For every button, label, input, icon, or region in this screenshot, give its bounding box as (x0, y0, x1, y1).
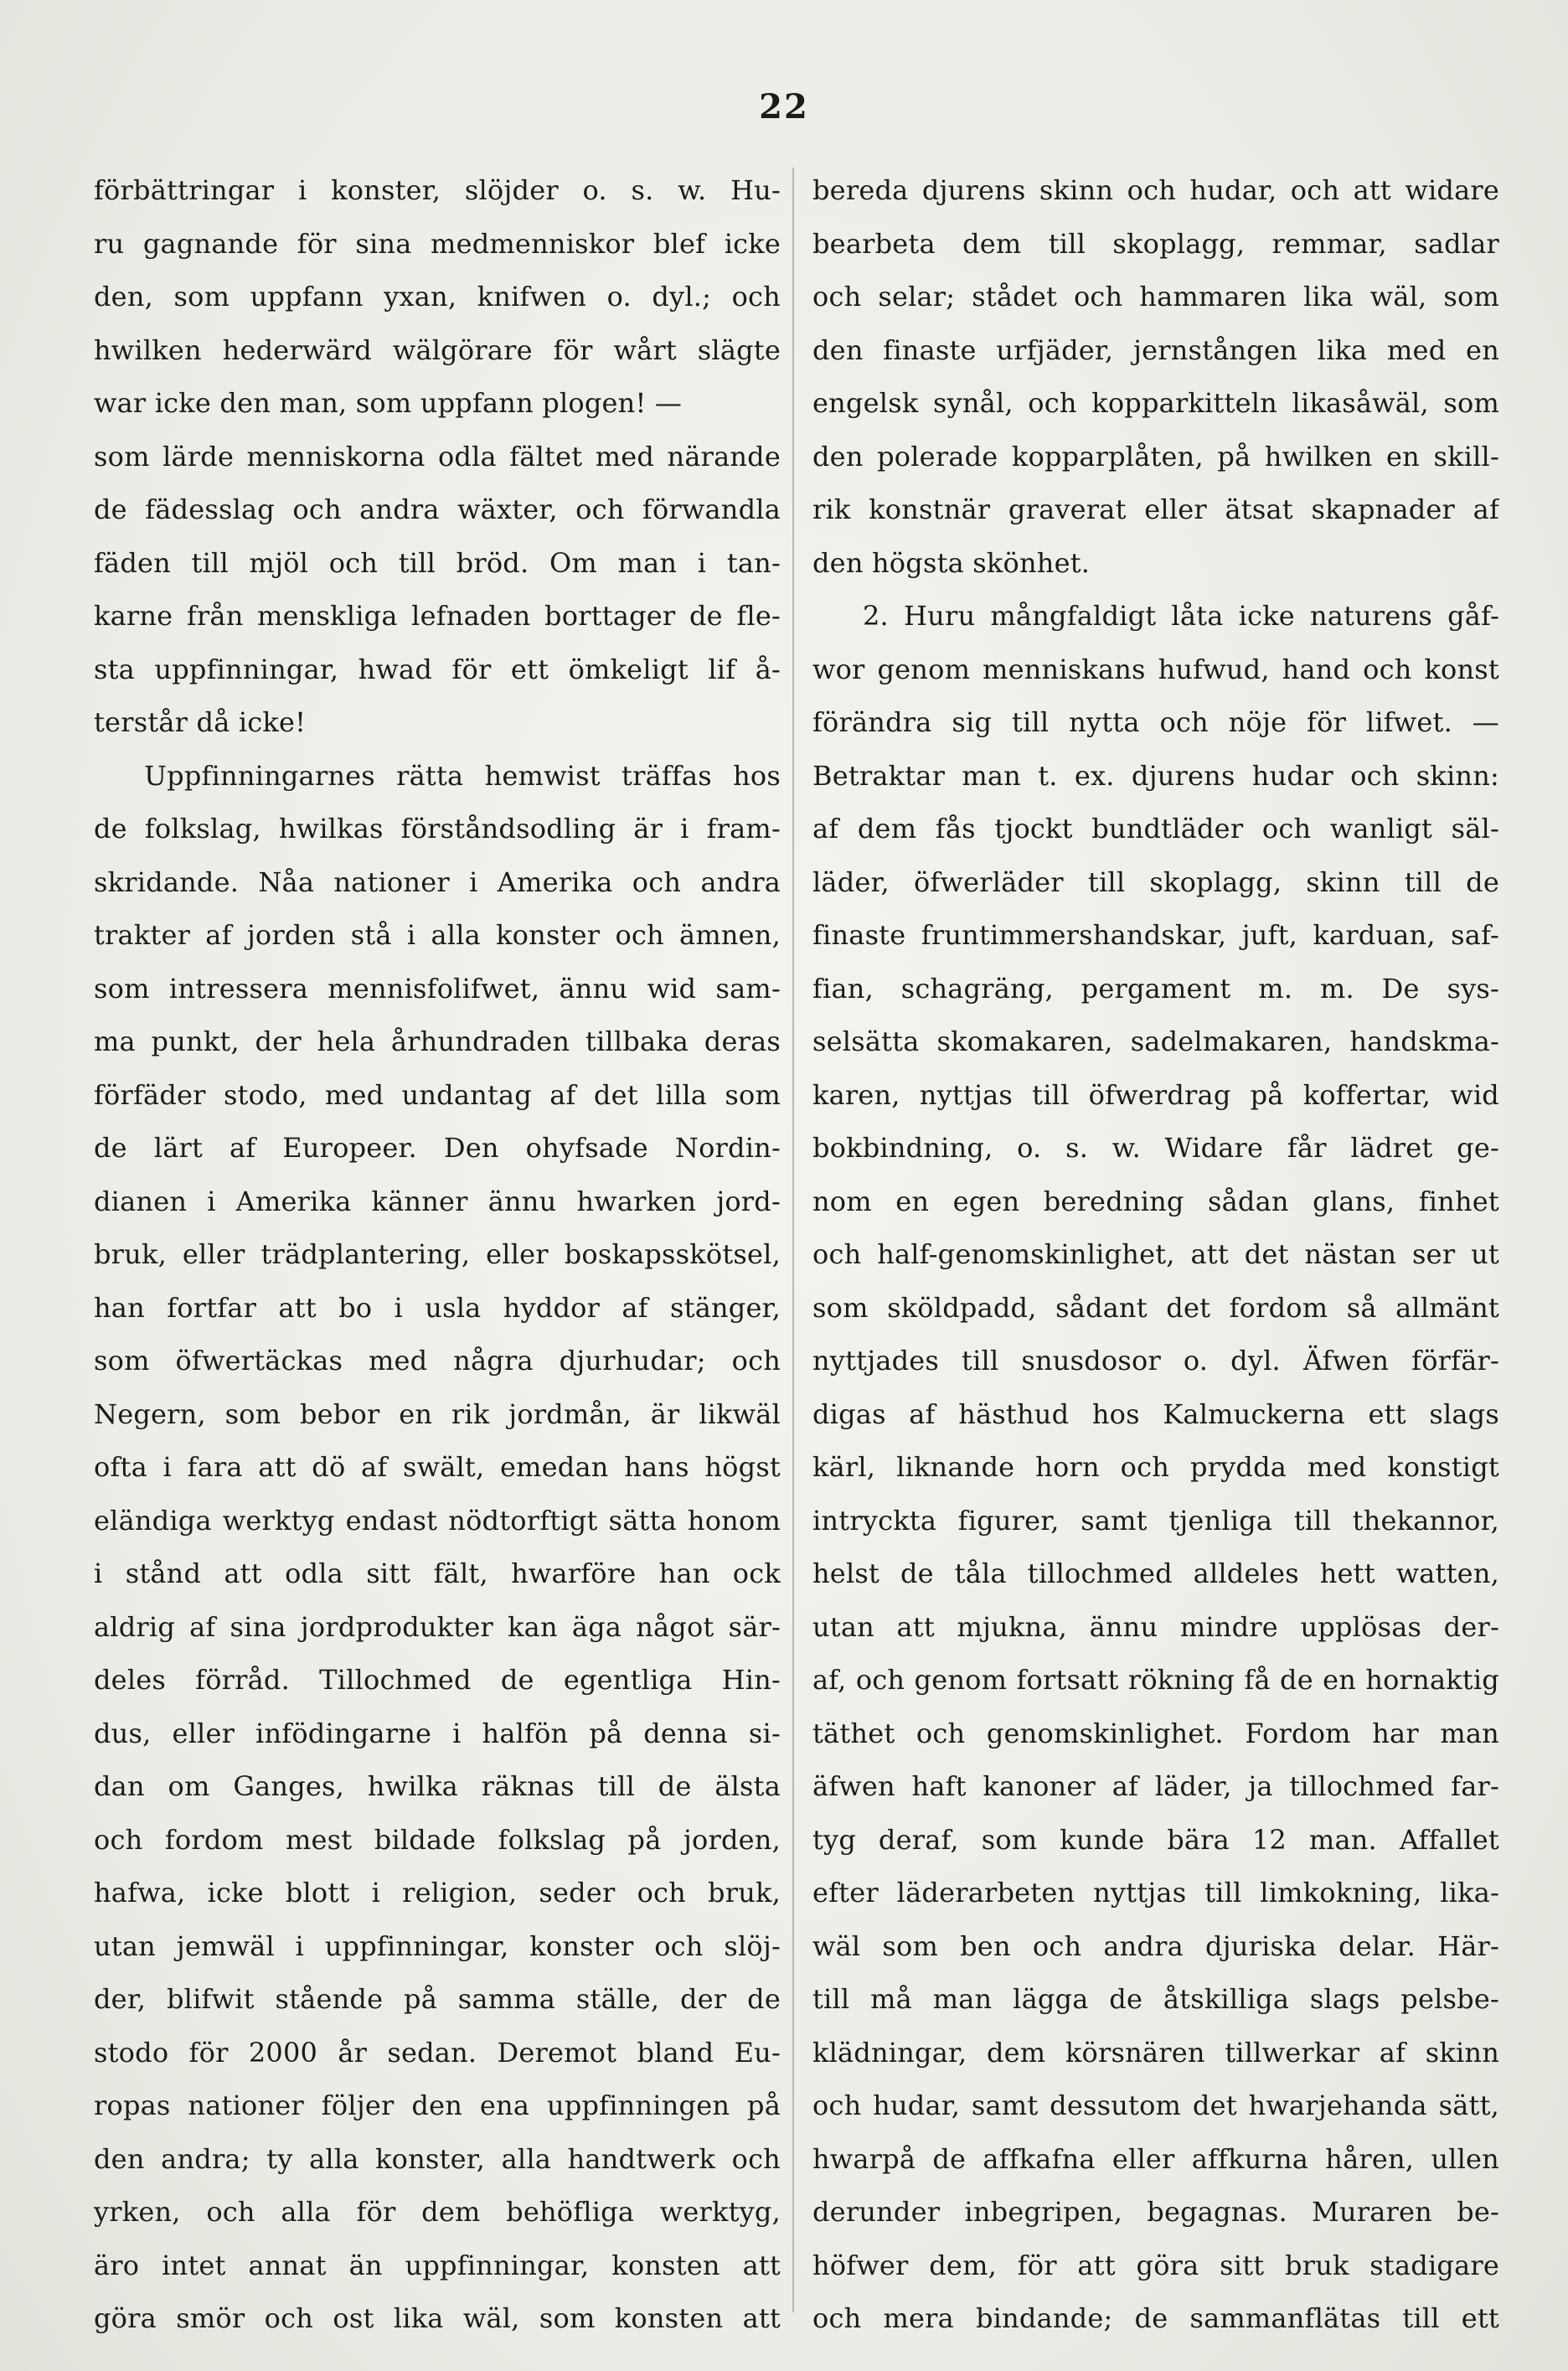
text-line: den finaste urfjäder, jernstången lika med en (812, 333, 1499, 366)
text-line: engelsk synål, och kopparkitteln likasåwäl, som (812, 387, 1499, 419)
text-line: nyttjades till snusdosor o. dyl. Äfwen förfär- (812, 1345, 1499, 1377)
text-line: göra smör och ost lika wäl, som konsten att (94, 2302, 781, 2334)
text-line: derunder inbegripen, begagnas. Muraren be- (812, 2196, 1499, 2228)
text-line: helst de tåla tillochmed alldeles hett watten, (812, 1557, 1499, 1589)
text-line: den högsta skönhet. (812, 546, 1091, 579)
text-line: af, och genom fortsatt rökning få de en hornaktig (812, 1664, 1499, 1696)
text-line: eländiga werktyg endast nödtorftigt sätta honom (94, 1504, 781, 1537)
text-line: som lärde menniskorna odla fältet med närande (94, 440, 781, 473)
text-line: förändra sig till nytta och nöje för lifwet. — (812, 706, 1499, 738)
left-column (94, 164, 781, 2346)
text-line: hwilken hederwärd wälgörare för wårt slägte (94, 333, 781, 366)
text-line: den andra; ty alla konster, alla handtwerk och (94, 2142, 781, 2175)
text-line: intryckta figurer, samt tjenliga till thekannor, (812, 1504, 1499, 1537)
text-line: fäden till mjöl och till bröd. Om man i tan- (94, 546, 781, 579)
text-line: wäl som ben och andra djuriska delar. Här- (812, 1929, 1499, 1962)
text-line: karen, nyttjas till öfwerdrag på koffertar, wid (812, 1078, 1499, 1111)
text-line: höfwer dem, för att göra sitt bruk stadigare (812, 2249, 1499, 2281)
text-line: bruk, eller trädplantering, eller boskapsskötsel, (94, 1238, 781, 1270)
text-line: han fortfar att bo i usla hyddor af stänger, (94, 1291, 781, 1324)
text-line: tyg deraf, som kunde bära 12 man. Affallet (812, 1823, 1499, 1856)
text-line: till må man lägga de åtskilliga slags pelsbe- (812, 1983, 1499, 2015)
text-line: aldrig af sina jordprodukter kan äga något sär- (94, 1610, 781, 1643)
text-line: läder, öfwerläder till skoplagg, skinn till de (812, 865, 1499, 898)
text-line: Uppfinningarnes rätta hemwist träffas hos (144, 759, 781, 792)
text-line: Negern, som bebor en rik jordmån, är likwäl (94, 1397, 781, 1430)
text-line: efter läderarbeten nyttjas till limkokning, lika- (812, 1877, 1499, 1909)
text-line: deles förråd. Tillochmed de egentliga Hin- (94, 1664, 781, 1696)
text-line: skridande. Nåa nationer i Amerika och andra (94, 865, 781, 898)
text-line: stodo för 2000 år sedan. Deremot bland Eu- (94, 2036, 781, 2069)
text-line: war icke den man, som uppfann plogen! — (94, 387, 683, 419)
text-line: de fädesslag och andra wäxter, och förwandla (94, 493, 781, 525)
text-line: kärl, liknande horn och prydda med konstigt (812, 1451, 1499, 1483)
text-line: bokbindning, o. s. w. Widare får lädret ge- (812, 1132, 1499, 1164)
text-line: äro intet annat än uppfinningar, konsten att (94, 2249, 781, 2281)
text-line: utan jemwäl i uppfinningar, konster och slöj- (94, 1929, 781, 1962)
text-line: och half-genomskinlighet, att det nästan ser ut (812, 1238, 1499, 1270)
text-line: och selar; stådet och hammaren lika wäl, som (812, 281, 1499, 313)
text-line: nom en egen beredning sådan glans, finhet (812, 1185, 1499, 1217)
text-line: utan att mjukna, ännu mindre upplösas der- (812, 1610, 1499, 1643)
text-line: förfäder stodo, med undantag af det lilla som (94, 1078, 781, 1111)
text-line: förbättringar i konster, slöjder o. s. w. Hu- (94, 174, 781, 206)
text-line: bearbeta dem till skoplagg, remmar, sadlar (812, 227, 1499, 260)
text-line: den polerade kopparplåten, på hwilken en skill- (812, 440, 1499, 473)
text-line: fian, schagräng, pergament m. m. De sys- (812, 972, 1499, 1005)
text-line: täthet och genomskinlighet. Fordom har man (812, 1717, 1499, 1749)
text-line: och fordom mest bildade folkslag på jorden, (94, 1823, 781, 1856)
text-line: som öfwertäckas med några djurhudar; och (94, 1345, 781, 1377)
text-line: bereda djurens skinn och hudar, och att widare (812, 174, 1499, 206)
text-line: af dem fås tjockt bundtläder och wanligt säl- (812, 813, 1499, 845)
text-line: selsätta skomakaren, sadelmakaren, handskma- (812, 1025, 1499, 1057)
text-line: wor genom menniskans hufwud, hand och konst (812, 653, 1499, 685)
text-line: karne från menskliga lefnaden borttager de fle- (94, 600, 781, 632)
text-line: sta uppfinningar, hwad för ett ömkeligt lif å- (94, 653, 781, 685)
text-line: i stånd att odla sitt fält, hwarföre han ock (94, 1557, 781, 1589)
text-line: och mera bindande; de sammanflätas till ett (812, 2302, 1499, 2334)
text-line: hwarpå de affkafna eller affkurna håren, ullen (812, 2142, 1499, 2175)
text-line: äfwen haft kanoner af läder, ja tillochmed far- (812, 1770, 1499, 1802)
text-line: Betraktar man t. ex. djurens hudar och skinn: (812, 759, 1499, 792)
text-line: terstår då icke! (94, 706, 307, 738)
text-line: finaste fruntimmershandskar, juft, karduan, saf- (812, 919, 1499, 951)
text-line: 2. Huru mångfaldigt låta icke naturens gåf- (863, 600, 1499, 632)
text-line: den, som uppfann yxan, knifwen o. dyl.; och (94, 281, 781, 313)
text-line: dan om Ganges, hwilka räknas till de älsta (94, 1770, 781, 1802)
page-number: 22 (759, 87, 809, 127)
text-line: klädningar, dem körsnären tillwerkar af skinn (812, 2036, 1499, 2069)
text-line: rik konstnär graverat eller ätsat skapnader af (812, 493, 1499, 525)
text-line: de folkslag, hwilkas förståndsodling är i fram- (94, 813, 781, 845)
text-line: och hudar, samt dessutom det hwarjehanda sätt, (812, 2089, 1499, 2121)
text-line: trakter af jorden stå i alla konster och ämnen, (94, 919, 781, 951)
text-line: dianen i Amerika känner ännu hwarken jord- (94, 1185, 781, 1217)
text-line: ofta i fara att dö af swält, emedan hans högst (94, 1451, 781, 1483)
text-line: digas af hästhud hos Kalmuckerna ett slags (812, 1397, 1499, 1430)
text-line: som sköldpadd, sådant det fordom så allmänt (812, 1291, 1499, 1324)
column-divider (792, 168, 794, 2312)
text-line: dus, eller infödingarne i halfön på denna si- (94, 1717, 781, 1749)
text-line: de lärt af Europeer. Den ohyfsade Nordin- (94, 1132, 781, 1164)
text-line: yrken, och alla för dem behöfliga werktyg, (94, 2196, 781, 2228)
text-line: der, blifwit stående på samma ställe, der de (94, 1983, 781, 2015)
text-line: ru gagnande för sina medmenniskor blef icke (94, 227, 781, 260)
right-column (812, 164, 1499, 2346)
text-line: som intressera mennisfolifwet, ännu wid sam- (94, 972, 781, 1005)
text-line: ropas nationer följer den ena uppfinningen på (94, 2089, 781, 2121)
text-line: hafwa, icke blott i religion, seder och bruk, (94, 1877, 781, 1909)
text-line: ma punkt, der hela århundraden tillbaka deras (94, 1025, 781, 1057)
